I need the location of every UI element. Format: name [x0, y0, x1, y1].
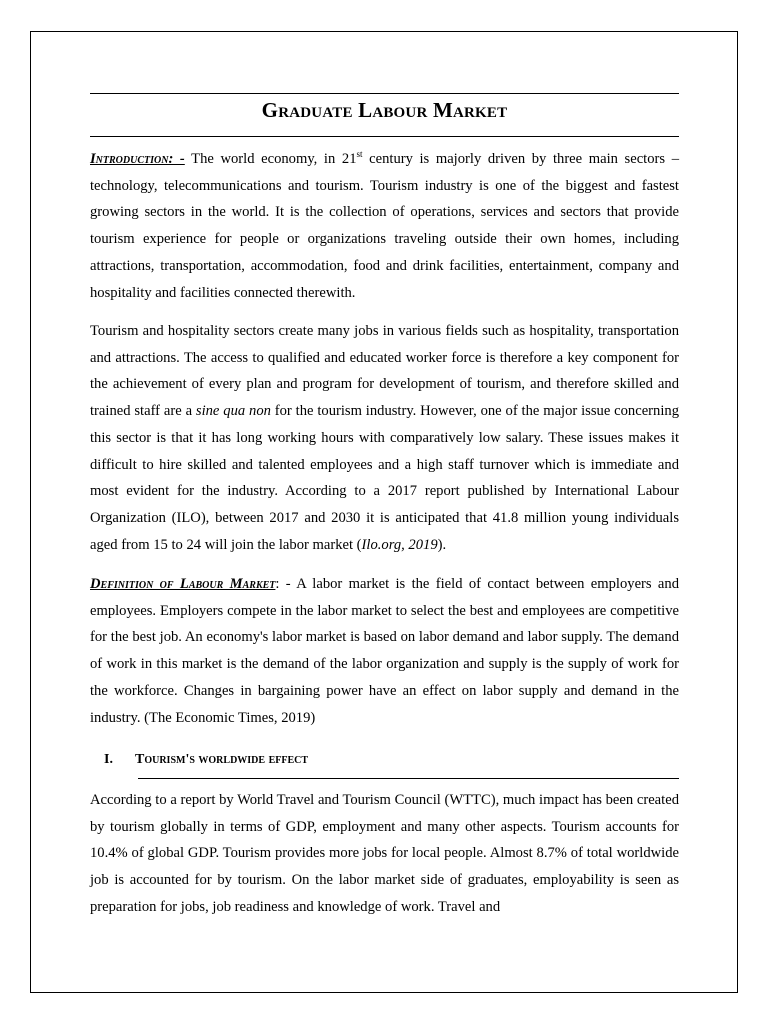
para2-italic: sine qua non — [195, 403, 271, 420]
document-title: Graduate Labour Market — [261, 98, 508, 122]
intro-heading: Introduction: - — [90, 151, 185, 167]
definition-heading: Definition of Labour Market — [90, 576, 276, 592]
para2-text-a: Tourism and hospitality sectors create many jobs in various fields such as hospitality, transportation and attractions. The access to qualified and educated worker force is therefore a key component for the achievement of every plan and program for development of tourism, and therefore skilled and trained staff are a — [90, 323, 679, 420]
definition-text: : - A labor market is the field of contact between employers and employees. Employers compete in the labor market to select the best and employees are competitive for the best job. An economy's labor market is based on labor demand and labor supply. The demand of work in this market is the demand of the labor organization and supply is the supply of work for the workforce. Changes in bargaining power have an effect on labor supply and demand in the industry. (The Economic Times, 2019) — [90, 576, 680, 726]
para4-text: According to a report by World Travel and Tourism Council (WTTC), much impact has been created by tourism globally in terms of GDP, employment and many other aspects. Tourism accounts for 10.4% of global GDP. Tourism provides more jobs for local people. Almost 8.7% of total worldwide job is accounted for by tourism. On the labor market side of graduates, employability is seen as preparation for jobs, job readiness and knowledge of work. Travel and — [90, 792, 679, 915]
section-heading — [104, 750, 308, 770]
para2-text-c: ). — [437, 536, 447, 553]
section-title: Tourism's worldwide effect — [135, 752, 309, 767]
title-rule-bottom — [90, 136, 679, 137]
section-number: I. — [104, 752, 113, 767]
definition-paragraph — [90, 571, 679, 731]
hospitality-paragraph — [90, 318, 679, 558]
intro-text-b: century is majorly driven by three main sectors – technology, telecommunications and tourism. Tourism industry is one of the biggest and fastest growing sectors in the world. It is the collection of operations, services and sectors that provide tourism experience for people or organizations traveling outside their own homes, including attractions, transportation, accommodation, food and drink facilities, entertainment, company and hospitality and facilities connected therewith. — [90, 151, 679, 301]
section-rule — [138, 778, 679, 779]
intro-sup: st — [356, 149, 363, 160]
para2-text-b: for the tourism industry. However, one of the major issue concerning this sector is that it has long working hours with comparatively low salary. These issues makes it difficult to hire skilled and talented employees and a high staff turnover which is immediate and most evident for the industry. According to a 2017 report published by International Labour Organization (ILO), between 2017 and 2030 it is anticipated that 41.8 million young individuals aged from 15 to 24 will join the labor market ( — [90, 403, 679, 553]
intro-text-a: The world economy, in 21 — [184, 151, 357, 167]
intro-paragraph — [90, 146, 679, 306]
para2-citation: Ilo.org, 2019 — [361, 536, 438, 553]
title-rule-top — [90, 93, 679, 94]
worldwide-effect-paragraph — [90, 787, 679, 921]
